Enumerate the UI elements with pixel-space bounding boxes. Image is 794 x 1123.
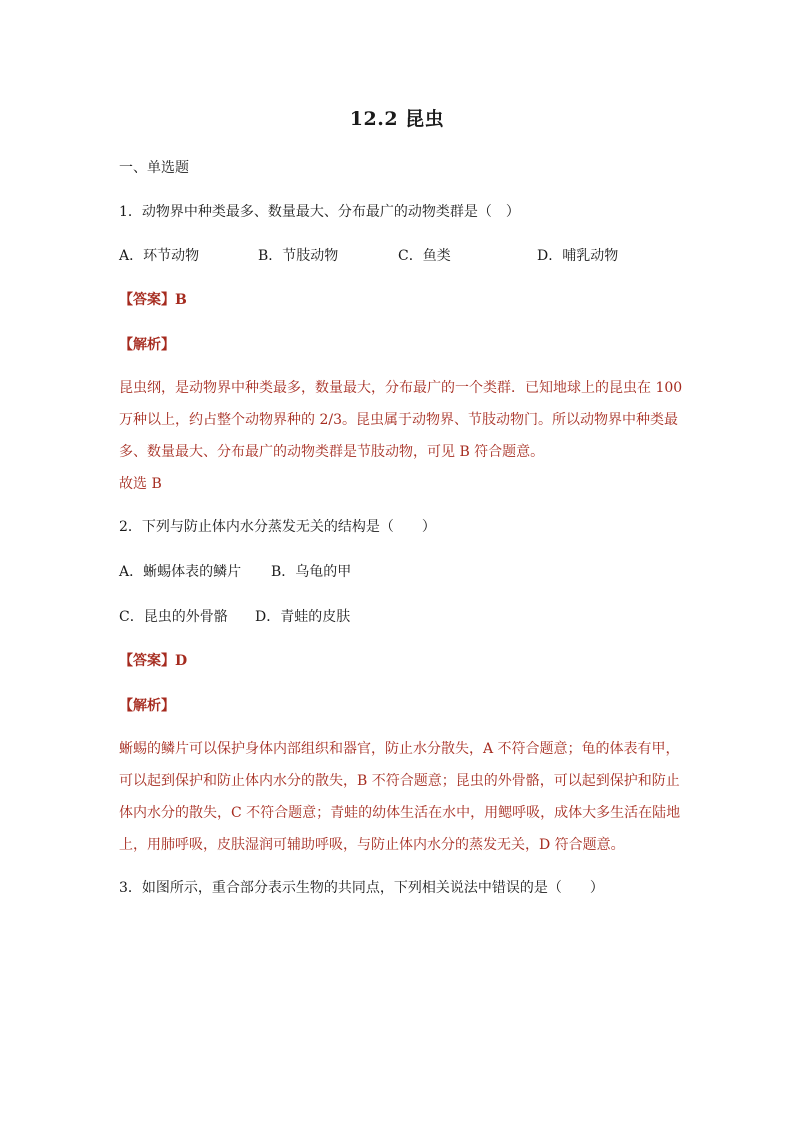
question-1-analysis-line: 多、数量最大、分布最广的动物类群是节肢动物，可见 B 符合题意。 [119,444,545,460]
question-3-stem: 3．如图所示，重合部分表示生物的共同点，下列相关说法中错误的是（ ） [119,880,604,896]
section-heading: 一、单选题 [119,160,189,176]
question-1-option-b: B．节肢动物 [258,248,339,264]
question-1-analysis [119,372,683,468]
question-2-analysis [119,733,679,861]
question-1-stem: 1．动物界中种类最多、数量最大、分布最广的动物类群是（ ） [119,204,520,220]
question-1-conclusion: 故选 B [119,476,162,492]
question-2-analysis-line: 体内水分的散失，C 不符合题意；青蛙的幼体生活在水中，用鳃呼吸，成体大多生活在陆地 [119,805,681,821]
question-2-analysis-line: 蜥蜴的鳞片可以保护身体内部组织和器官，防止水分散失，A 不符合题意；龟的体表有甲， [119,741,680,757]
question-1-option-a: A．环节动物 [119,248,200,264]
question-2-option-d: D．青蛙的皮肤 [255,609,351,625]
question-1-analysis-line: 昆虫纲，是动物界中种类最多，数量最大，分布最广的一个类群．已知地球上的昆虫在 100 [119,380,683,396]
question-2-option-a: A．蜥蜴体表的鳞片 [119,564,242,580]
question-1-analysis-label: 【解析】 [119,337,175,353]
question-2-option-b: B．乌龟的甲 [271,564,352,580]
question-1-option-d: D．哺乳动物 [537,248,619,264]
question-2-stem: 2．下列与防止体内水分蒸发无关的结构是（ ） [119,519,436,535]
question-1-answer: 【答案】B [119,292,187,308]
question-2-analysis-line: 上，用肺呼吸，皮肤湿润可辅助呼吸，与防止体内水分的蒸发无关，D 符合题意。 [119,837,625,853]
question-1-option-c: C．鱼类 [398,248,451,264]
question-2-analysis-line: 可以起到保护和防止体内水分的散失，B 不符合题意；昆虫的外骨骼，可以起到保护和防止 [119,773,680,789]
page-title: 12.2 昆虫 [349,108,445,130]
question-1-analysis-line: 万种以上，约占整个动物界种的 2/3。昆虫属于动物界、节肢动物门。所以动物界中种类最 [119,412,678,428]
question-2-option-c: C．昆虫的外骨骼 [119,609,228,625]
question-2-answer: 【答案】D [119,653,188,669]
question-2-analysis-label: 【解析】 [119,698,175,714]
